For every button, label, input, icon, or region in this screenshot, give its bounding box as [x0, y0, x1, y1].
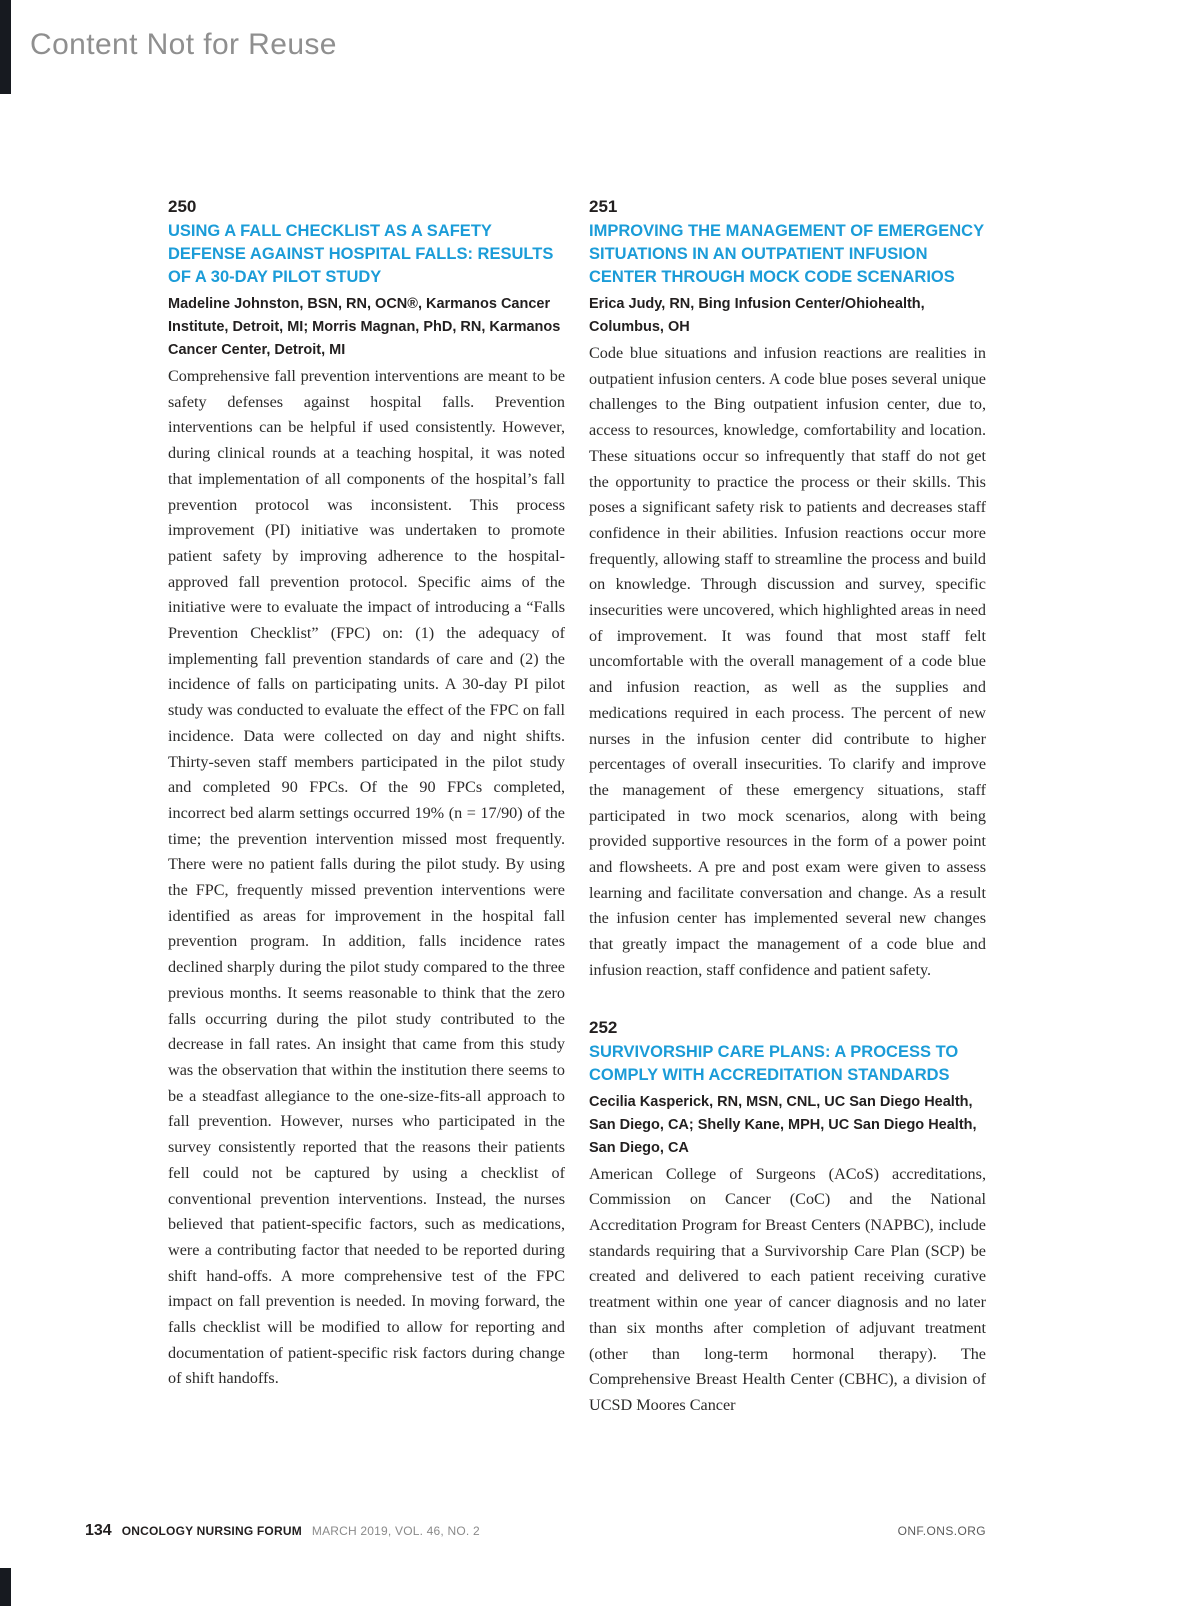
abstract-251	[589, 197, 986, 984]
abstract-title: IMPROVING THE MANAGEMENT OF EMERGENCY SITUATIONS IN AN OUTPATIENT INFUSION CENTER THROUGH MOCK CODE SCENARIOS	[589, 222, 984, 286]
journal-name: ONCOLOGY NURSING FORUM	[121, 1524, 302, 1538]
abstract-number: 251	[589, 197, 618, 216]
issue-info: MARCH 2019, VOL. 46, NO. 2	[311, 1524, 480, 1538]
watermark-text: Content Not for Reuse	[30, 28, 337, 61]
abstract-number: 252	[589, 1017, 618, 1037]
abstract-body: Comprehensive fall prevention interventions are meant to be safety defenses against hospital falls. Prevention interventions can be helpful if used consistently. However, during clinical rounds at a teaching hospital, it was noted that implementation of all components of the hospital’s fall prevention protocol was inconsistent. This process improvement (PI) initiative was undertaken to promote patient safety by improving adherence to the hospital-approved fall prevention protocol. Specific aims of the initiative were to evaluate the impact of introducing a “Falls Prevention Checklist” (FPC) on: (1) the adequacy of implementing fall prevention standards of care and (2) the incidence of falls on participating units. A 30-day PI pilot study was conducted to evaluate the effect of the FPC on fall incidence. Data were collected on day and night shifts. Thirty-seven staff members participated in the pilot study and completed 90 FPCs. Of the 90 FPCs completed, incorrect bed alarm settings occurred 19% (n = 17/90) of the time; the prevention intervention missed most frequently. There were no patient falls during the pilot study. By using the FPC, frequently missed prevention interventions were identified as areas for improvement in the hospital fall prevention program. In addition, falls incidence rates declined sharply during the pilot study compared to the three previous months. It seems reasonable to think that the zero falls occurring during the pilot study contributed to the decrease in fall rates. An insight that came from this study was the observation that within the institution there seems to be a steadfast allegiance to the one-size-fits-all approach to fall prevention. However, nurses who participated in the survey consistently reported that the reasons their patients fell could not be captured by using a checklist of conventional prevention interventions. Instead, the nurses believed that patient-specific factors, such as medications, were a contributing factor that needed to be reported during shift hand-offs. A more comprehensive test of the FPC impact on fall prevention is needed. In moving forward, the falls checklist will be modified to allow for reporting and documentation of patient-specific risk factors during change of shift handoffs.	[168, 367, 565, 1388]
page-footer	[85, 1522, 986, 1540]
page-trim-mark-bottom	[0, 1568, 11, 1606]
abstracts-columns	[168, 197, 986, 1419]
abstract-250	[168, 197, 565, 1392]
abstract-body: Code blue situations and infusion reactions are realities in outpatient infusion centers. A code blue poses several unique challenges to the Bing outpatient infusion center, due to, access to resources, knowledge, comfortability and location. These situations occur so infrequently that staff do not get the opportunity to practice the process or their skills. This poses a significant safety risk to patients and decreases staff confidence in their abilities. Infusion reactions occur more frequently, allowing staff to streamline the process and build on knowledge. Through discussion and survey, specific insecurities were uncovered, which highlighted areas in need of improvement. It was found that most staff felt uncomfortable with the overall management of a code blue and infusion reaction, as well as the supplies and medications required in each process. The percent of new nurses in the infusion center did contribute to higher percentages of overall insecurities. To clarify and improve the management of these emergency situations, staff participated in two mock scenarios, along with being provided supportive resources in the form of a power point and flowsheets. A pre and post exam were given to assess learning and facilitate conversation and change. As a result the infusion center has implemented several new changes that greatly impact the management of a code blue and infusion reaction, staff confidence and patient safety.	[589, 344, 986, 979]
page-trim-mark-top	[0, 0, 11, 94]
journal-website: ONF.ONS.ORG	[897, 1524, 986, 1538]
page-number: 134	[85, 1522, 112, 1539]
left-column	[168, 197, 565, 1419]
abstract-authors: Erica Judy, RN, Bing Infusion Center/Ohiohealth, Columbus, OH	[589, 296, 925, 335]
abstract-authors: Madeline Johnston, BSN, RN, OCN®, Karmanos Cancer Institute, Detroit, MI; Morris Magnan, PhD, RN, Karmanos Cancer Center, Detroit, MI	[168, 296, 561, 358]
footer-left	[85, 1522, 480, 1540]
abstract-title: USING A FALL CHECKLIST AS A SAFETY DEFENSE AGAINST HOSPITAL FALLS: RESULTS OF A 30-DAY PILOT STUDY	[168, 222, 554, 286]
abstract-authors: Cecilia Kasperick, RN, MSN, CNL, UC San Diego Health, San Diego, CA; Shelly Kane, MPH, UC San Diego Health, San Diego, CA	[589, 1093, 977, 1156]
abstract-252	[589, 1018, 986, 1419]
abstract-body: American College of Surgeons (ACoS) accreditations, Commission on Cancer (CoC) and the National Accreditation Program for Breast Centers (NAPBC), include standards requiring that a Survivorship Care Plan (SCP) be created and delivered to each patient receiving curative treatment within one year of cancer diagnosis and no later than six months after completion of adjuvant treatment (other than long-term hormonal therapy). The Comprehensive Breast Health Center (CBHC), a division of UCSD Moores Cancer	[589, 1164, 986, 1414]
right-column	[589, 197, 986, 1419]
abstract-title: SURVIVORSHIP CARE PLANS: A PROCESS TO COMPLY WITH ACCREDITATION STANDARDS	[589, 1042, 959, 1084]
abstract-number: 250	[168, 197, 197, 216]
